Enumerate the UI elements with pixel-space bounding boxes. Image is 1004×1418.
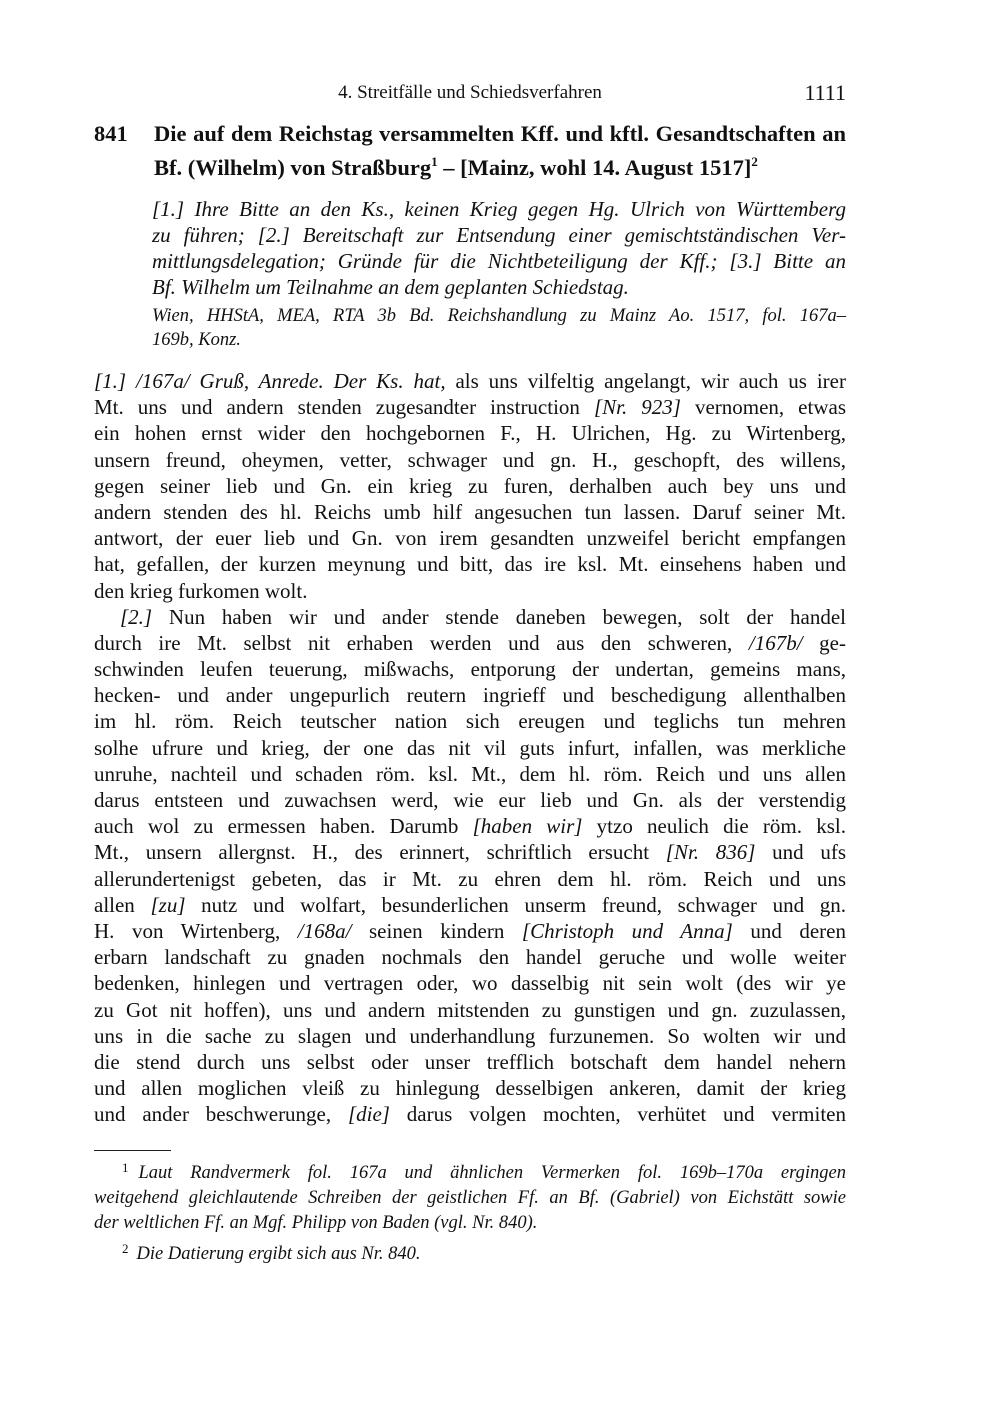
- footnote-text: Laut Randvermerk fol. 167a und ähnlichen Vermerken fol. 169b–170a ergingen: [138, 1163, 846, 1183]
- document-number: 841: [94, 121, 128, 146]
- editorial-italic-text: [1.] /167a/ Gruß, Anrede. Der Ks. hat,: [94, 369, 446, 393]
- body-line: [94, 499, 846, 525]
- body-text-run: solhe ufrure und krieg, der one das nit vil guts infurt, infallen, was merkliche: [94, 735, 846, 760]
- title-date: – [Mainz, wohl 14. August 1517]: [437, 155, 752, 180]
- body-text: [94, 368, 846, 1127]
- body-line: [94, 656, 846, 682]
- body-line: [94, 787, 846, 813]
- editorial-italic-text: [zu]: [150, 892, 186, 917]
- body-text-run: zu Got nit hoffen), uns und andern mitstenden zu gunstigen und gn. zuzulassen,: [94, 997, 846, 1022]
- body-line: [94, 682, 846, 708]
- body-line: [94, 447, 846, 473]
- body-text-run: antwort, der euer lieb und Gn. von irem gesandten unzweifel bericht empfangen: [94, 526, 846, 551]
- editorial-italic-text: [haben wir]: [472, 814, 583, 839]
- body-text-run: und deren: [732, 918, 846, 943]
- body-line: [94, 839, 846, 865]
- body-text-run: die stend durch uns selbst oder unser trefflich botschaft dem handel nehern: [94, 1049, 846, 1074]
- footnotes: [94, 1155, 846, 1267]
- body-text-run: darus entsteen und zuwachsen werd, wie eur lieb und Gn. als der verstendig: [94, 788, 846, 812]
- body-text-run: durch ire Mt. selbst nit erhaben werden und aus den schweren,: [94, 630, 749, 655]
- body-text-run: schwinden leufen teuerung, mißwachs, entporung der undertan, gemeins mans,: [94, 657, 846, 682]
- body-text-run: und ufs: [755, 840, 846, 865]
- body-line: [94, 1075, 846, 1101]
- body-text-run: hat, gefallen, der kurzen meynung und bitt, das ire ksl. Mt. einsehens haben und: [94, 552, 846, 577]
- document-title-line: Die auf dem Reichstag versammelten Kff. und kftl. Gesandtschaften an: [154, 121, 846, 146]
- summary-line: zu führen; [2.] Bereitschaft zur Entsendung einer gemischtständischen Ver-: [152, 223, 846, 247]
- body-text-run: ge-: [802, 630, 846, 655]
- body-text-run: hecken- und ander ungepurlich reutern ingrieff und beschedigung allenthalben: [94, 683, 846, 708]
- body-line: [94, 1049, 846, 1075]
- body-text-run: unruhe, nachteil und schaden röm. ksl. Mt., dem hl. röm. Reich und uns allen: [94, 761, 846, 786]
- body-line: [94, 892, 846, 918]
- footnote-ref-2[interactable]: 2: [751, 154, 758, 169]
- body-text-run: und ander beschwerunge,: [94, 1102, 348, 1127]
- footnote-line: [94, 1236, 846, 1267]
- footnote-line: weitgehend gleichlautende Schreiben der geistlichen Ff. an Bf. (Gabriel) von Eichstätt sowie: [94, 1188, 846, 1208]
- body-text-run: andern stenden des hl. Reichs umb hilf angesuchen tun lassen. Daruf seiner Mt.: [94, 499, 846, 524]
- body-line: [94, 630, 846, 656]
- title-text: Bf. (Wilhelm) von Straßburg: [154, 155, 432, 180]
- editorial-italic-text: /167b/: [748, 630, 803, 655]
- body-text-run: im hl. röm. Reich teutscher nation sich ereugen und teglichs tun mehren: [94, 709, 846, 734]
- body-text-run: Mt. uns und andern stenden zugesandter instruction: [94, 395, 594, 420]
- body-line: [94, 604, 846, 630]
- body-text-run: nutz und wolfart, besunderlichen unserm freund, schwager und gn.: [185, 892, 846, 917]
- body-line: [94, 970, 846, 996]
- body-line: [94, 761, 846, 787]
- body-line: [94, 525, 846, 551]
- body-text-run: bedenken, hinlegen und vertragen oder, wo dasselbig nit sein wolt (des wir ye: [94, 971, 846, 996]
- body-text-run: ein hohen ernst wider den hochgebornen F., H. Ulrichen, Hg. zu Wirtenberg,: [94, 421, 846, 446]
- body-text-run: unsern freund, oheymen, vetter, schwager und gn. H., geschopft, des willens,: [94, 447, 846, 472]
- footnote-separator: [94, 1150, 171, 1151]
- body-text-run: Nun haben wir und ander stende daneben bewegen, solt der handel: [152, 604, 846, 629]
- body-text-run: als uns vilfeltig angelangt, wir auch us irer: [445, 369, 846, 393]
- body-line: [94, 1023, 846, 1049]
- body-text-run: den krieg furkomen wolt.: [94, 578, 308, 603]
- summary-line: [1.] Ihre Bitte an den Ks., keinen Krieg gegen Hg. Ulrich von Württemberg: [152, 197, 846, 221]
- editorial-italic-text: [Christoph und Anna]: [521, 918, 733, 943]
- body-text-run: Mt., unsern allergnst. H., des erinnert, schriftlich ersucht: [94, 840, 666, 865]
- body-line: [94, 708, 846, 734]
- editorial-italic-text: /168a/: [297, 918, 352, 943]
- body-line: [94, 918, 846, 944]
- body-line: [94, 866, 846, 892]
- running-head: [94, 80, 846, 108]
- body-line: [94, 368, 846, 394]
- summary-line: Bf. Wilhelm um Teilnahme an dem geplanten Schiedstag.: [152, 275, 629, 299]
- body-text-run: allerundertenigst gebeten, das ir Mt. zu ehren dem hl. röm. Reich und uns: [94, 866, 846, 891]
- editorial-italic-text: [Nr. 923]: [593, 395, 681, 420]
- summary-line: mittlungsdelegation; Gründe für die Nichtbeteiligung der Kff.; [3.] Bitte an: [152, 249, 846, 273]
- footnote-mark: 1: [122, 1160, 129, 1175]
- body-text-run: darus volgen mochten, verhütet und vermiten: [389, 1102, 846, 1127]
- footnote-line: [94, 1155, 846, 1186]
- document-title: [154, 120, 846, 182]
- editorial-italic-text: [2.]: [120, 604, 153, 629]
- body-line: [94, 473, 846, 499]
- source-line: Wien, HHStA, MEA, RTA 3b Bd. Reichshandlung zu Mainz Ao. 1517, fol. 167a–: [152, 306, 846, 326]
- footnote-text: Die Datierung ergibt sich aus Nr. 840.: [136, 1244, 421, 1264]
- body-text-run: H. von Wirtenberg,: [94, 918, 298, 943]
- body-text-run: erbarn landschaft zu gnaden nochmals den handel geruche und wolle weiter: [94, 945, 846, 970]
- body-text-run: uns in die sache zu slagen und underhandlung furzunemen. So wolten wir und: [94, 1023, 846, 1048]
- editorial-italic-text: [Nr. 836]: [665, 840, 756, 865]
- body-text-run: und allen moglichen vleiß zu hinlegung desselbigen ankeren, damit der krieg: [94, 1076, 846, 1101]
- page-number: 1111: [804, 80, 846, 105]
- editorial-italic-text: [die]: [347, 1102, 390, 1127]
- body-text-run: vernomen, etwas: [680, 395, 846, 420]
- footnote-1: [94, 1155, 846, 1236]
- body-line: [94, 394, 846, 420]
- footnote-ref-1[interactable]: 1: [431, 154, 438, 169]
- body-line: [94, 735, 846, 761]
- body-text-run: gegen seiner lieb und Gn. ein krieg zu furen, derhalben auch bey uns und: [94, 473, 846, 498]
- body-line: [94, 551, 846, 577]
- archival-source: [152, 304, 846, 352]
- body-text-run: auch wol zu ermessen haben. Darumb: [94, 814, 473, 839]
- running-head-title: 4. Streitfälle und Schiedsverfahren: [338, 82, 602, 103]
- document-summary: [152, 196, 846, 300]
- footnote-2: [94, 1236, 846, 1267]
- body-text-run: allen: [94, 892, 151, 917]
- body-line: [94, 944, 846, 970]
- footnote-line: der weltlichen Ff. an Mgf. Philipp von Baden (vgl. Nr. 840).: [94, 1213, 538, 1233]
- body-line: [94, 1101, 846, 1127]
- body-line: [94, 813, 846, 839]
- body-line: [94, 997, 846, 1023]
- document-title-line: [154, 148, 846, 182]
- body-text-run: seinen kindern: [351, 918, 522, 943]
- body-text-run: ytzo neulich die röm. ksl.: [582, 814, 846, 839]
- body-line: [94, 578, 846, 604]
- source-line: 169b, Konz.: [152, 330, 241, 350]
- body-line: [94, 420, 846, 446]
- footnote-mark: 2: [122, 1241, 129, 1256]
